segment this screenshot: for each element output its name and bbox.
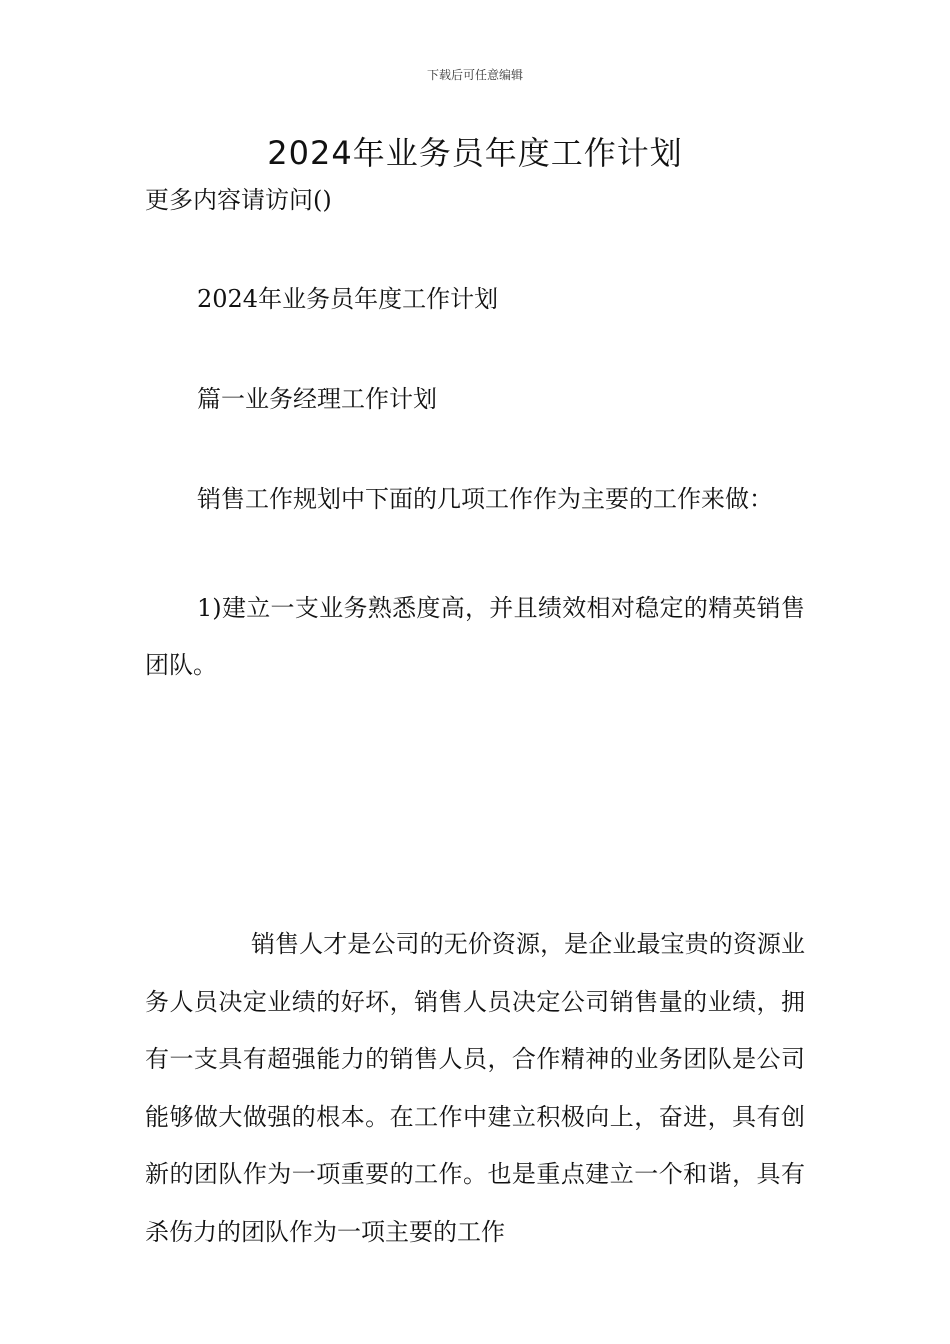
document-title: 2024年业务员年度工作计划 — [267, 134, 683, 172]
intro-paragraph: 销售工作规划中下面的几项工作作为主要的工作来做： — [197, 485, 773, 513]
section-title: 篇一业务经理工作计划 — [197, 385, 437, 413]
body-paragraph: 销售人才是公司的无价资源，是企业最宝贵的资源业务人员决定业绩的好坏，销售人员决定公司销售量的业绩，拥有一支具有超强能力的销售人员，合作精神的业务团队是公司能够做大做强的根本。在工作中建立积极向上，奋进，具有创新的团队作为一项重要的工作。也是重点建立一个和谐，具有杀伤力的团队作为一项主要的工作 — [145, 930, 805, 1246]
more-content-link: 更多内容请访问() — [145, 186, 332, 214]
page-header-note: 下载后可任意编辑 — [426, 68, 523, 82]
list-item-1: 1)建立一支业务熟悉度高，并且绩效相对稳定的精英销售团队。 — [145, 594, 805, 679]
subtitle: 2024年业务员年度工作计划 — [197, 285, 499, 313]
